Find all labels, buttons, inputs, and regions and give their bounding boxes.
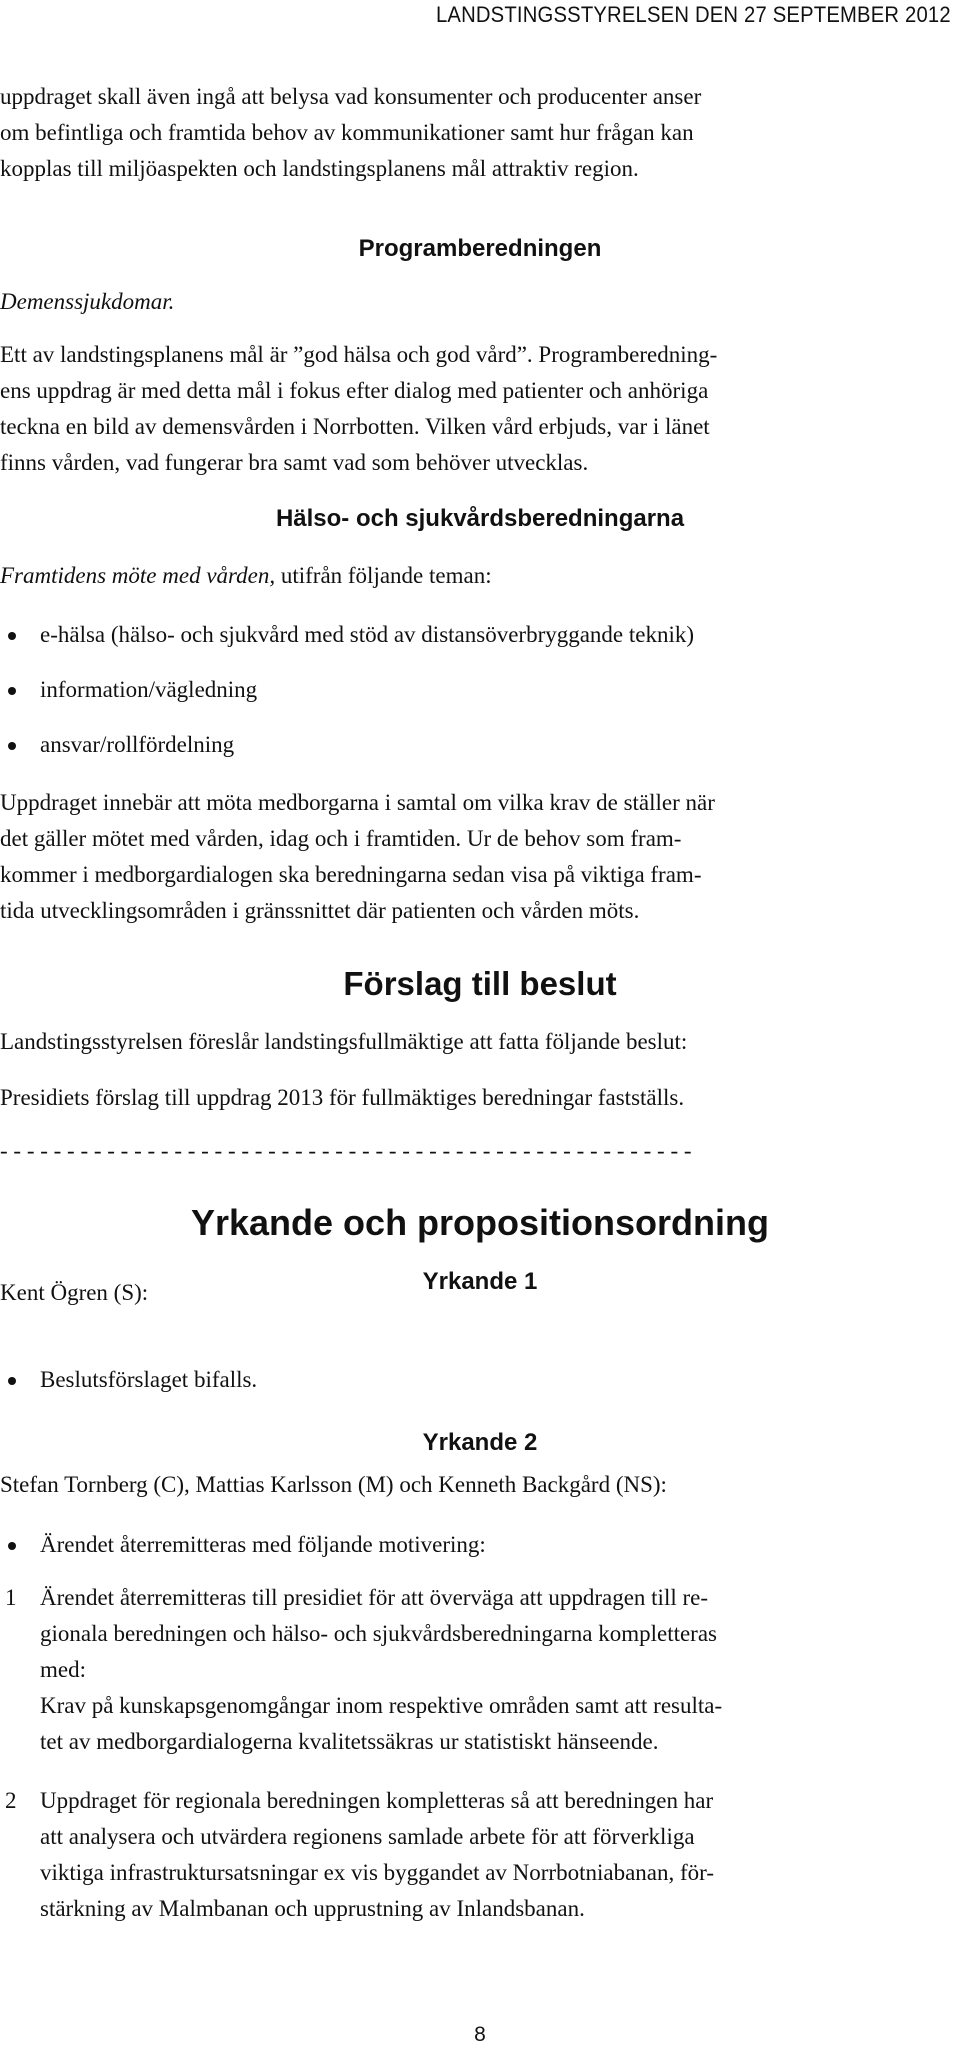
text-line: kommer i medborgardialogen ska beredningarna sedan visa på viktiga fram-	[0, 862, 702, 887]
text-line: med:	[40, 1657, 86, 1682]
page-number: 8	[474, 2023, 486, 2046]
item-body	[40, 1783, 940, 1927]
list-item-text: ansvar/rollfördelning	[40, 732, 235, 757]
text-line: Ärendet återremitteras till presidiet för att överväga att uppdragen till re-	[40, 1585, 708, 1610]
text-line: det gäller mötet med vården, idag och i framtiden. Ur de behov som fram-	[0, 826, 682, 851]
text-line: tida utvecklingsområden i gränssnittet där patienten och vården möts.	[0, 898, 640, 923]
bullet-icon	[8, 632, 16, 640]
halso-intro-italic: Framtidens möte med vården,	[0, 563, 276, 588]
list-item-text: Ärendet återremitteras med följande motivering:	[40, 1532, 486, 1557]
forslag-line-2: Presidiets förslag till uppdrag 2013 för fullmäktiges beredningar fastställs.	[0, 1085, 685, 1110]
text-line: att analysera och utvärdera regionens samlade arbete för att förverkliga	[40, 1824, 695, 1849]
speaker-yrkande-1: Kent Ögren (S):	[0, 1280, 149, 1305]
text-line: teckna en bild av demensvården i Norrbotten. Vilken vård erbjuds, var i länet	[0, 414, 710, 439]
speaker-yrkande-2: Stefan Tornberg (C), Mattias Karlsson (M) och Kenneth Backgård (NS):	[0, 1472, 667, 1497]
text-line: Uppdraget för regionala beredningen kompletteras så att beredningen har	[40, 1788, 714, 1813]
bullet-icon	[8, 742, 16, 750]
item-number: 2	[5, 1788, 17, 1813]
text-line: Uppdraget innebär att möta medborgarna i samtal om vilka krav de ställer när	[0, 790, 715, 815]
halso-intro	[0, 558, 492, 594]
page-header: LANDSTINGSSTYRELSEN DEN 27 SEPTEMBER 2012	[435, 2, 951, 27]
text-line: kopplas till miljöaspekten och landstingsplanens mål attraktiv region.	[0, 156, 639, 181]
separator-line: - - - - - - - - - - - - - - - - - - - - - - - - - - - - - - - - - - - - - - - - - - - - - - - - - - - -	[0, 1138, 692, 1163]
halso-paragraph	[0, 785, 960, 929]
list-item-text: information/vägledning	[40, 677, 258, 702]
forslag-line-1: Landstingsstyrelsen föreslår landstingsfullmäktige att fatta följande beslut:	[0, 1029, 688, 1054]
programberedningen-paragraph	[0, 337, 960, 481]
item-body	[40, 1580, 940, 1760]
topic-label: Demenssjukdomar.	[0, 289, 175, 314]
text-line: tet av medborgardialogerna kvalitetssäkras ur statistiskt hänseende.	[40, 1729, 659, 1754]
subheading-yrkande-2: Yrkande 2	[422, 1429, 538, 1456]
text-line: Ett av landstingsplanens mål är ”god hälsa och god vård”. Programberedning-	[0, 342, 718, 367]
text-line: om befintliga och framtida behov av kommunikationer samt hur frågan kan	[0, 120, 694, 145]
text-line: viktiga infrastruktursatsningar ex vis byggandet av Norrbotniabanan, för-	[40, 1860, 715, 1885]
bullet-icon	[8, 687, 16, 695]
intro-paragraph	[0, 79, 960, 187]
numbered-item-2	[0, 1783, 960, 1933]
list-item-text: e-hälsa (hälso- och sjukvård med stöd av distansöverbryggande teknik)	[40, 622, 695, 647]
section-heading-forslag: Förslag till beslut	[343, 965, 617, 1002]
text-line: ens uppdrag är med detta mål i fokus efter dialog med patienter och anhöriga	[0, 378, 709, 403]
bullet-icon	[8, 1377, 16, 1385]
text-line: stärkning av Malmbanan och upprustning av Inlandsbanan.	[40, 1896, 585, 1921]
section-heading-programberedningen: Programberedningen	[358, 235, 602, 262]
section-heading-yrkande: Yrkande och propositionsordning	[190, 1202, 770, 1243]
subheading-yrkande-1: Yrkande 1	[422, 1268, 538, 1295]
text-line: Krav på kunskapsgenomgångar inom respektive områden samt att resulta-	[40, 1693, 723, 1718]
item-number: 1	[5, 1585, 17, 1610]
text-line: gionala beredningen och hälso- och sjukvårdsberedningarna kompletteras	[40, 1621, 717, 1646]
bullet-icon	[8, 1542, 16, 1550]
halso-intro-rest: utifrån följande teman:	[275, 563, 492, 588]
text-line: finns vården, vad fungerar bra samt vad som behöver utvecklas.	[0, 450, 589, 475]
list-item-text: Beslutsförslaget bifalls.	[40, 1367, 258, 1392]
numbered-item-1	[0, 1580, 960, 1770]
text-line: uppdraget skall även ingå att belysa vad konsumenter och producenter anser	[0, 84, 702, 109]
section-heading-halso: Hälso- och sjukvårdsberedningarna	[275, 505, 685, 532]
